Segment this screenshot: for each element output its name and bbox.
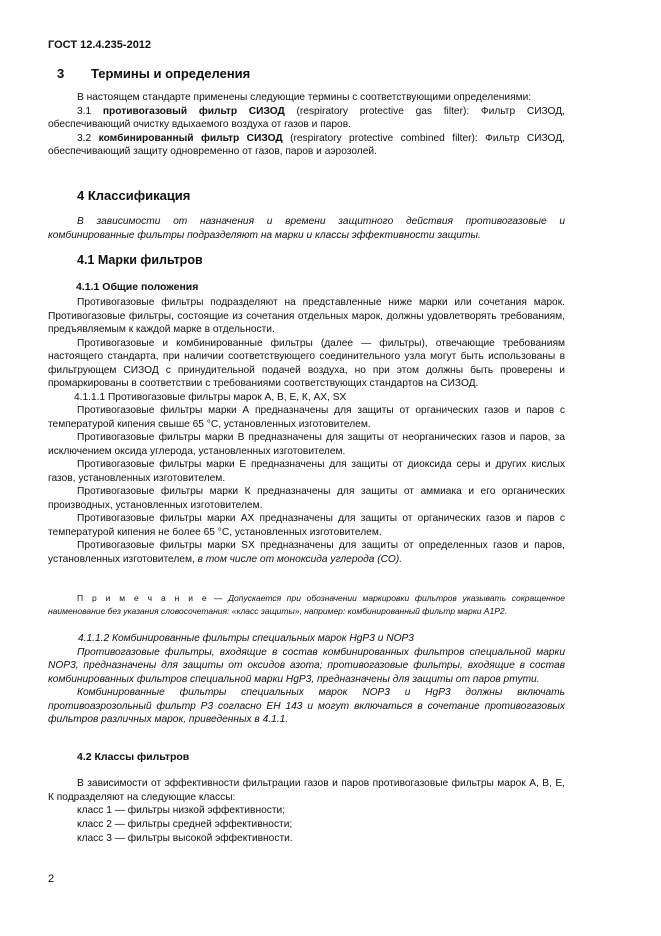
list-item: класс 2 — фильтры средней эффективности; xyxy=(77,819,293,830)
note-label: П р и м е ч а н и е xyxy=(77,593,209,603)
definition-3-2: 3.2 комбинированный фильтр СИЗОД (respiratory protective combined filter): Фильтр СИЗОД, обеспечивающий защиту одновременно от газов, паров и аэрозолей. xyxy=(48,132,565,157)
para-mark-k: Противогазовые фильтры марки К предназначены для защиты от аммиака и его органических производных, установленных изготовителем. xyxy=(48,486,565,511)
para-special-1: Противогазовые фильтры, входящие в состав комбинированных фильтров специальной марки NOP3, предназначены для защиты от оксидов азота; противогазовые фильтры, входящие в состав комбинированных фильтров специальной марки HgP3, предназначены для защиты от паров ртути. xyxy=(48,646,565,685)
section-4-1-1-2 xyxy=(48,632,565,727)
section-4-1-1-1-title: 4.1.1.1 Противогазовые фильтры марок А, В, Е, К, АХ, SX xyxy=(74,391,347,403)
para-general-2: Противогазовые и комбинированные фильтры (далее — фильтры), отвечающие требованиям настоящего стандарта, при наличии соответствующего соединительного узла могут быть использованы в фильтрующем СИЗОД с принудительной подачей воздуха, но при этом должны быть проверены и промаркированы в соответствии с требованиями соответствующих стандартов на СИЗОД. xyxy=(48,337,565,389)
section-3-intro: В настоящем стандарте применены следующие термины с соответствующими определениями: xyxy=(77,92,532,103)
document-header: ГОСТ 12.4.235-2012 xyxy=(48,39,152,51)
note-text: — Допускается при обозначении маркировки фильтров указывать сокращенное наименование без указания словосочетания: «класс защиты», например: комбинированный фильтр марки А1Р2. xyxy=(48,593,565,616)
section-4-2-body xyxy=(48,777,565,804)
para-mark-a: Противогазовые фильтры марки А предназначены для защиты от органических газов и паров с температурой кипения свыше 65 °С, установленных изготовителем. xyxy=(48,405,565,430)
section-4-1-1-2-title: 4.1.1.2 Комбинированные фильтры специальных марок HgP3 и NOP3 xyxy=(78,633,414,644)
section-4-1-title: 4.1 Марки фильтров xyxy=(77,253,203,267)
para-mark-e: Противогазовые фильтры марки Е предназначены для защиты от диоксида серы и других кислых газов, установленных изготовителем. xyxy=(48,459,565,484)
definition-3-1: 3.1 противогазовый фильтр СИЗОД (respiratory protective gas filter): Фильтр СИЗОД, обеспечивающий очистку вдыхаемого воздуха от газов и паров. xyxy=(48,105,565,130)
para-mark-sx: Противогазовые фильтры марки SX предназначены для защиты от определенных газов и паров, установленных изготовителем, в том числе от моноксида углерода (СО). xyxy=(48,540,565,565)
section-4-intro-block xyxy=(48,215,565,242)
page-number: 2 xyxy=(48,873,55,885)
section-3-title: Термины и определения xyxy=(91,66,251,81)
list-item: класс 3 — фильтры высокой эффективности. xyxy=(77,833,293,844)
section-4-1-1-title: 4.1.1 Общие положения xyxy=(76,281,199,293)
section-4-intro: В зависимости от назначения и времени защитного действия противогазовые и комбинированные фильтры подразделяют на марки и классы эффективности защиты. xyxy=(48,216,565,241)
para-mark-ax: Противогазовые фильтры марки АХ предназначены для защиты от органических газов и паров с температурой кипения не более 65 °С, установленных изготовителем. xyxy=(48,513,565,538)
para-general-1: Противогазовые фильтры подразделяют на представленные ниже марки или сочетания марок. Противогазовые фильтры, состоящие из сочетания отдельных марок, должны удовлетворять требованиям, предъявляемым к каждой марке в отдельности. xyxy=(48,297,565,335)
note-block xyxy=(48,592,565,617)
section-3-body xyxy=(48,91,565,159)
section-4-title: 4 Классификация xyxy=(77,188,191,203)
section-3-number: 3 xyxy=(57,66,65,81)
list-item: класс 1 — фильтры низкой эффективности; xyxy=(77,805,286,816)
para-mark-b: Противогазовые фильтры марки В предназначены для защиты от неорганических газов и паров, за исключением оксида углерода, установленных изготовителем. xyxy=(48,432,565,457)
class-list xyxy=(77,804,293,846)
section-4-2-title: 4.2 Классы фильтров xyxy=(77,751,190,763)
section-4-1-1-body xyxy=(48,296,565,566)
note xyxy=(48,592,565,617)
para-special-2: Комбинированные фильтры специальных марок NOP3 и HgP3 должны включать противоаэрозольный фильтр Р3 согласно ЕН 143 и могут включаться в сочетание противогазовых фильтров различных марок, приведенных в 4.1.1. xyxy=(48,687,565,725)
section-4-2-intro: В зависимости от эффективности фильтрации газов и паров противогазовые фильтры марок А, В, Е, К подразделяют на следующие классы: xyxy=(48,778,565,803)
